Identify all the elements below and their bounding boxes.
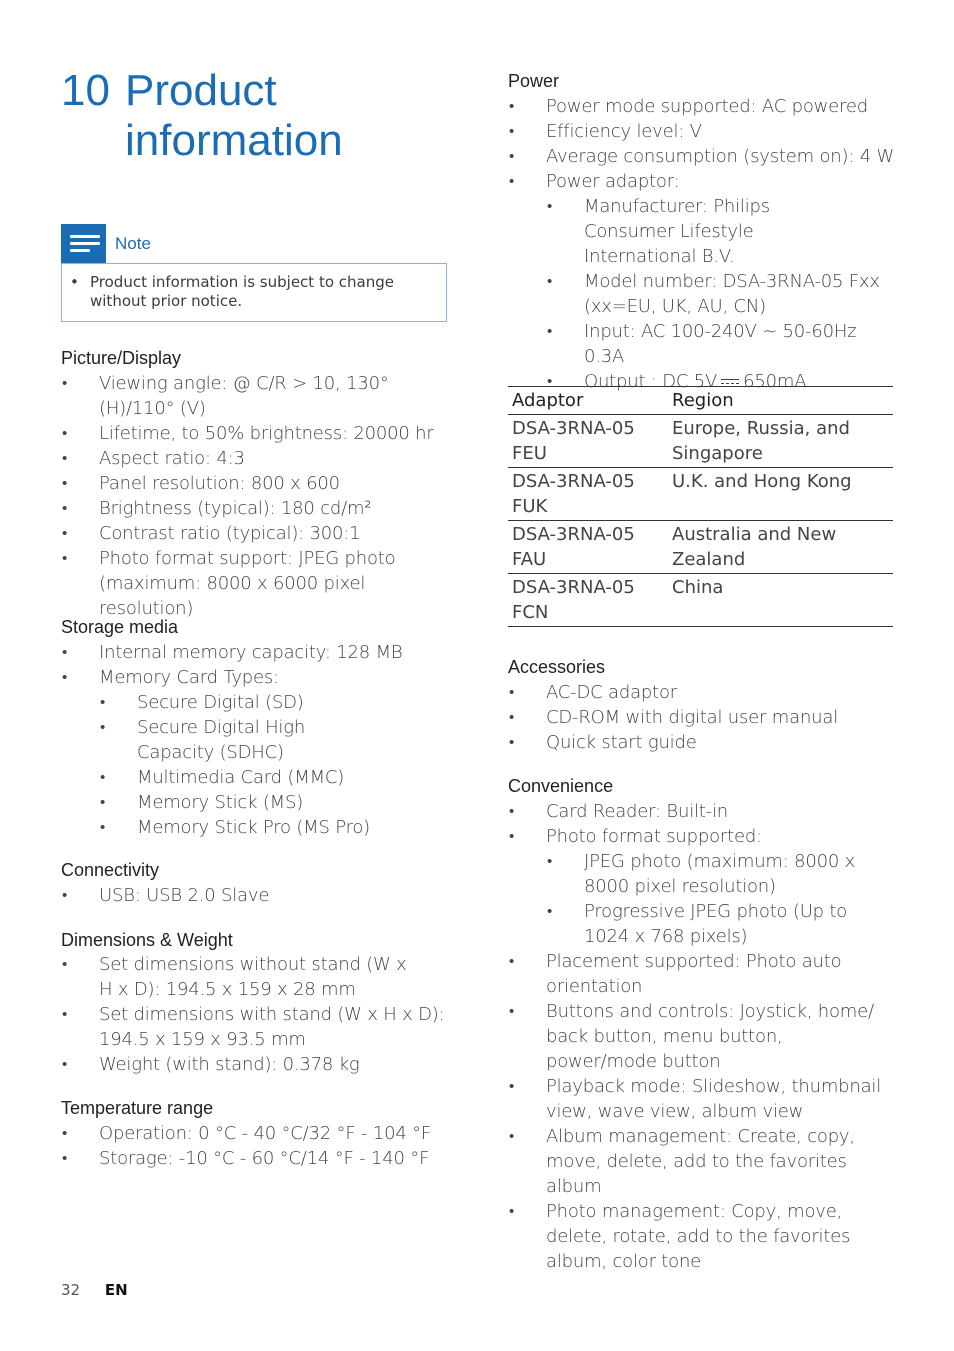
note-label: Note	[115, 233, 151, 253]
list-item: • Average consumption (system on): 4 W	[508, 144, 898, 169]
list-item: • Memory Card Types:	[61, 665, 451, 690]
list-subitem: • Multimedia Card (MMC)	[99, 765, 451, 790]
table-header-row	[508, 387, 893, 415]
list-item: • Viewing angle: @ C/R > 10, 130° (H)/110° (V)	[61, 371, 451, 421]
page-title	[61, 66, 343, 166]
table-cell: Europe, Russia, and Singapore	[668, 415, 893, 468]
storage-list	[61, 640, 451, 840]
list-subitem: • Memory Stick Pro (MS Pro)	[99, 815, 451, 840]
section-heading-accessories: Accessories	[508, 657, 606, 677]
list-item: • Quick start guide	[508, 730, 898, 755]
table-cell: U.K. and Hong Kong	[668, 468, 893, 521]
section-heading-convenience: Convenience	[508, 776, 614, 796]
section-heading-storage: Storage media	[61, 617, 179, 637]
list-subitem: • Secure Digital (SD)	[99, 690, 451, 715]
list-subitem: • Progressive JPEG photo (Up to 1024 x 768 pixels)	[546, 899, 884, 949]
table-cell: DSA-3RNA-05 FCN	[508, 574, 668, 627]
note-icon	[61, 224, 106, 263]
page-footer	[61, 1280, 128, 1300]
table-row	[508, 574, 893, 627]
table-cell: Australia and New Zealand	[668, 521, 893, 574]
list-item: • CD-ROM with digital user manual	[508, 705, 898, 730]
page-number: 32	[61, 1281, 81, 1299]
list-item: • Set dimensions with stand (W x H x D): 194.5 x 159 x 93.5 mm	[61, 1002, 451, 1052]
list-item: • Panel resolution: 800 x 600	[61, 471, 451, 496]
table-cell: China	[668, 574, 893, 627]
note-box	[61, 224, 447, 322]
list-subitem: • Manufacturer: Philips Consumer Lifestyle International B.V.	[546, 194, 864, 269]
list-item: • Photo format supported:	[508, 824, 898, 849]
section-heading-dimensions: Dimensions & Weight	[61, 930, 233, 950]
list-item: • Power adaptor:	[508, 169, 898, 194]
list-subitem: • Input: AC 100-240V ~ 50-60Hz 0.3A	[546, 319, 898, 369]
list-item: • Efficiency level: V	[508, 119, 898, 144]
section-heading-temperature: Temperature range	[61, 1098, 214, 1118]
list-subitem: • Secure Digital High Capacity (SDHC)	[99, 715, 387, 765]
table-header-region: Region	[668, 387, 893, 415]
table-cell: DSA-3RNA-05 FEU	[508, 415, 668, 468]
section-heading-power: Power	[508, 71, 560, 91]
table-cell: DSA-3RNA-05 FAU	[508, 521, 668, 574]
table-row	[508, 468, 893, 521]
list-item: • Brightness (typical): 180 cd/m²	[61, 496, 451, 521]
list-item: • Buttons and controls: Joystick, home/ back button, menu button, power/mode button	[508, 999, 898, 1074]
list-item: • Playback mode: Slideshow, thumbnail view, wave view, album view	[508, 1074, 896, 1124]
chapter-number: 10	[61, 66, 110, 115]
list-item: • Album management: Create, copy, move, delete, add to the favorites album	[508, 1124, 898, 1199]
picture-list	[61, 371, 451, 621]
list-item: • Lifetime, to 50% brightness: 20000 hr	[61, 421, 451, 446]
list-item: • Photo management: Copy, move, delete, rotate, add to the favorites album, color tone	[508, 1199, 898, 1274]
list-subitem: • JPEG photo (maximum: 8000 x 8000 pixel resolution)	[546, 849, 898, 899]
table-header-adaptor: Adaptor	[508, 387, 668, 415]
section-heading-connectivity: Connectivity	[61, 860, 160, 880]
output-prefix: Output : DC 5V	[584, 371, 718, 392]
list-subitem: • Memory Stick (MS)	[99, 790, 451, 815]
note-body: • Product information is subject to change without prior notice.	[61, 263, 447, 322]
list-item: • Set dimensions without stand (W x H x D): 194.5 x 159 x 28 mm	[61, 952, 419, 1002]
list-item: • Placement supported: Photo auto orientation	[508, 949, 856, 999]
table-row	[508, 415, 893, 468]
section-heading-picture: Picture/Display	[61, 348, 182, 368]
list-item: • Contrast ratio (typical): 300:1	[61, 521, 451, 546]
list-item: • Storage: -10 °C - 60 °C/14 °F - 140 °F	[61, 1146, 451, 1171]
dimensions-list	[61, 952, 451, 1077]
output-suffix: 650mA	[743, 371, 807, 392]
accessories-list	[508, 680, 898, 755]
list-item: • Aspect ratio: 4:3	[61, 446, 451, 471]
table-cell: DSA-3RNA-05 FUK	[508, 468, 668, 521]
list-item: • AC-DC adaptor	[508, 680, 898, 705]
list-subitem: • Model number: DSA-3RNA-05 Fxx (xx=EU, UK, AU, CN)	[546, 269, 898, 319]
list-item: • USB: USB 2.0 Slave	[61, 883, 451, 908]
list-item: • Weight (with stand): 0.378 kg	[61, 1052, 451, 1077]
connectivity-list	[61, 883, 451, 908]
list-item: • Photo format support: JPEG photo (maximum: 8000 x 6000 pixel resolution)	[61, 546, 451, 621]
adaptor-region-table	[508, 386, 893, 627]
note-header	[61, 224, 447, 263]
table-row	[508, 521, 893, 574]
note-text: Product information is subject to change without prior notice.	[90, 273, 394, 310]
chapter-title: Product information	[125, 66, 343, 165]
convenience-list	[508, 799, 898, 1274]
list-item: • Internal memory capacity: 128 MB	[61, 640, 451, 665]
list-item: • Operation: 0 °C - 40 °C/32 °F - 104 °F	[61, 1121, 451, 1146]
power-list	[508, 94, 898, 394]
list-item: • Power mode supported: AC powered	[508, 94, 898, 119]
list-item: • Card Reader: Built-in	[508, 799, 898, 824]
temperature-list	[61, 1121, 451, 1171]
language-code: EN	[104, 1281, 128, 1299]
